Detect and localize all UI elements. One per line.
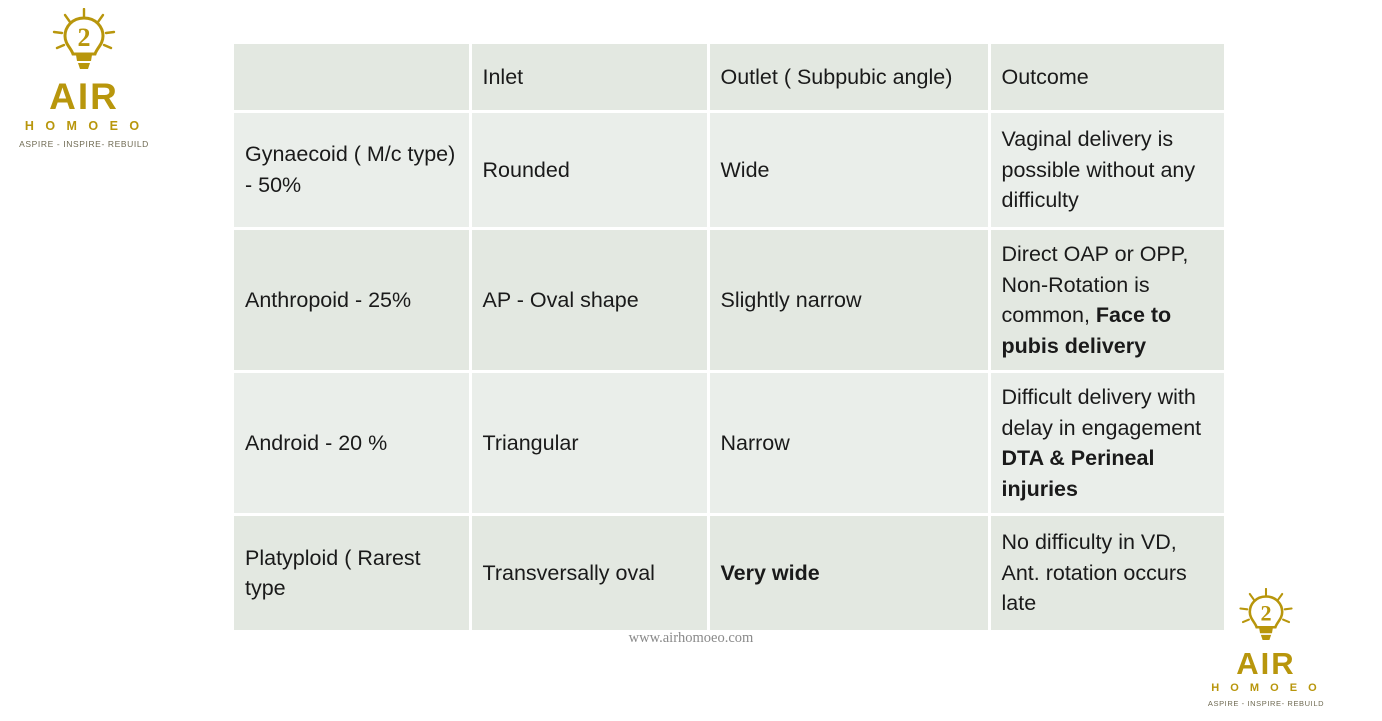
brand-logo-bottom	[1198, 588, 1334, 708]
svg-text:2: 2	[77, 23, 91, 52]
cell-inlet: AP - Oval shape	[470, 229, 708, 372]
cell-outcome-text: Direct OAP or OPP, Non-Rotation is common,	[1001, 242, 1189, 328]
brand-tagline: ASPIRE - INSPIRE- REBUILD	[19, 139, 149, 149]
cell-inlet: Transversally oval	[470, 515, 708, 631]
pelvis-types-table	[234, 44, 1224, 630]
header-cell-inlet: Inlet	[470, 44, 708, 112]
cell-outlet: Narrow	[708, 372, 989, 515]
cell-outcome	[989, 372, 1224, 515]
cell-inlet: Rounded	[470, 112, 708, 229]
cell-outcome	[989, 112, 1224, 229]
cell-outlet	[708, 515, 989, 631]
brand-subtitle: H O M O E O	[24, 119, 144, 133]
cell-outcome-text: No difficulty in VD, Ant. rotation occurs late	[1001, 530, 1187, 616]
cell-outlet: Slightly narrow	[708, 229, 989, 372]
brand-name: AIR	[1236, 646, 1296, 681]
cell-outcome-text: Vaginal delivery is possible without any difficulty	[1001, 127, 1196, 213]
lightbulb-icon	[48, 8, 120, 76]
cell-outcome	[989, 515, 1224, 631]
cell-type: Gynaecoid ( M/c type) - 50%	[234, 112, 470, 229]
cell-type: Platyploid ( Rarest type	[234, 515, 470, 631]
cell-outcome-emphasis: Face to pubis delivery	[1001, 303, 1172, 358]
cell-outlet: Wide	[708, 112, 989, 229]
table-row	[234, 229, 1224, 372]
cell-inlet: Triangular	[470, 372, 708, 515]
cell-outcome-emphasis: DTA & Perineal injuries	[1001, 446, 1155, 501]
cell-type: Android - 20 %	[234, 372, 470, 515]
lightbulb-icon	[1235, 588, 1297, 646]
header-cell-blank	[234, 44, 470, 112]
brand-name: AIR	[49, 76, 119, 117]
table-row	[234, 372, 1224, 515]
cell-type: Anthropoid - 25%	[234, 229, 470, 372]
table-header-row	[234, 44, 1224, 112]
svg-text:2: 2	[1260, 600, 1272, 626]
cell-outlet-emphasis: Very wide	[720, 560, 820, 585]
cell-outcome	[989, 229, 1224, 372]
header-cell-outcome: Outcome	[989, 44, 1224, 112]
brand-logo-top	[18, 8, 150, 149]
table-row	[234, 515, 1224, 631]
header-cell-outlet: Outlet ( Subpubic angle)	[708, 44, 989, 112]
cell-outcome-text: Difficult delivery with delay in engagement	[1001, 385, 1202, 440]
brand-subtitle: H O M O E O	[1211, 682, 1321, 694]
pelvis-types-table-container	[234, 44, 1224, 630]
brand-tagline: ASPIRE - INSPIRE- REBUILD	[1207, 699, 1325, 708]
table-row	[234, 112, 1224, 229]
footer-url: www.airhomoeo.com	[628, 630, 754, 646]
